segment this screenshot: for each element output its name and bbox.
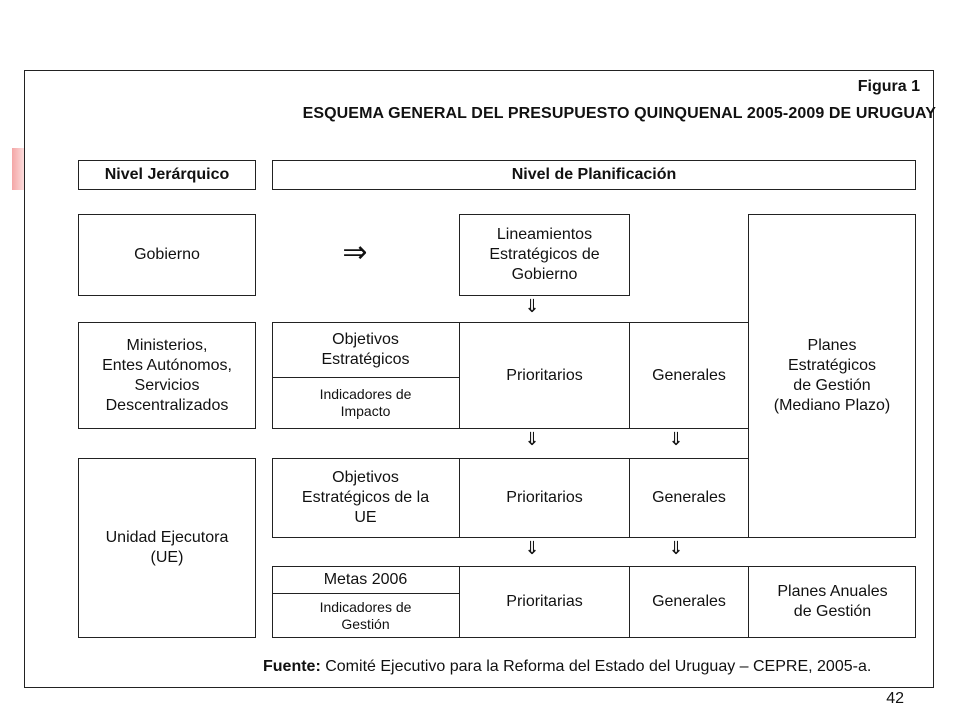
header-nivel-jerarquico: Nivel Jerárquico [78, 160, 256, 190]
objetivos-line-2: Estratégicos [321, 350, 410, 368]
cell-generales-3: Generales [652, 593, 726, 610]
lineamientos-line-2: Estratégicos de [489, 246, 600, 263]
down-arrow-2: ⇓ [524, 429, 540, 450]
planes-estrategicos-line-3: de Gestión [793, 377, 871, 394]
indicadores-gestion-line-1: Indicadores de [319, 598, 412, 615]
figure-title: ESQUEMA GENERAL DEL PRESUPUESTO QUINQUENAL 2005-2009 DE URUGUAY [302, 105, 936, 122]
header-nivel-planificacion: Nivel de Planificación [272, 160, 916, 190]
objetivos-ue-line-1: Objetivos [332, 469, 399, 486]
down-arrow-1: ⇓ [524, 296, 540, 317]
figure-label: Figura 1 [857, 78, 920, 95]
level-unidad-ejecutora [78, 458, 256, 638]
level-gobierno-label: Gobierno [134, 246, 200, 263]
down-arrow-5: ⇓ [668, 538, 684, 559]
planes-estrategicos-line-4: (Mediano Plazo) [773, 397, 891, 414]
cell-indicadores-gestion [272, 594, 459, 637]
planes-anuales-line-1: Planes Anuales [777, 583, 888, 600]
source-label: Fuente: [263, 658, 321, 675]
cell-generales-1: Generales [652, 366, 726, 384]
planes-estrategicos-line-1: Planes [807, 337, 857, 354]
cell-objetivos-ue [272, 458, 459, 538]
cell-prioritarios-2: Prioritarios [506, 489, 583, 506]
down-arrow-4: ⇓ [524, 538, 540, 559]
box-lineamientos [459, 214, 630, 296]
cell-objetivos-estrategicos [272, 322, 459, 377]
objetivos-line-1: Objetivos [332, 330, 399, 348]
cell-indicadores-impacto [272, 378, 459, 428]
cell-prioritarios-1: Prioritarios [506, 366, 583, 384]
cell-generales-2: Generales [652, 489, 726, 506]
cell-planes-anuales [749, 566, 916, 638]
unidad-line-1: Unidad Ejecutora [105, 529, 229, 546]
down-arrow-3: ⇓ [668, 429, 684, 450]
planes-anuales-line-2: de Gestión [793, 603, 872, 620]
source-text: Comité Ejecutivo para la Reforma del Estado del Uruguay – CEPRE, 2005-a. [320, 658, 872, 675]
level-gobierno [78, 214, 256, 296]
indicadores-gestion-line-2: Gestión [341, 615, 390, 632]
box-planes-estrategicos [748, 214, 916, 538]
objetivos-ue-line-3: UE [354, 509, 377, 526]
cell-metas-2006: Metas 2006 [323, 570, 408, 588]
planes-estrategicos-line-2: Estratégicos [787, 357, 877, 374]
page-number: 42 [886, 690, 904, 707]
ministerios-line-1: Ministerios, [126, 336, 208, 354]
source-citation [263, 658, 871, 676]
cell-prioritarias: Prioritarias [506, 593, 583, 610]
lineamientos-line-3: Gobierno [511, 266, 578, 283]
indicadores-impacto-line-1: Indicadores de [319, 386, 412, 403]
ministerios-line-4: Descentralizados [105, 396, 229, 414]
implies-arrow: ⇒ [342, 235, 368, 270]
level-ministerios [78, 322, 256, 429]
indicadores-impacto-line-2: Impacto [340, 403, 391, 419]
ministerios-line-3: Servicios [134, 376, 200, 394]
lineamientos-line-1: Lineamientos [496, 226, 593, 243]
unidad-line-2: (UE) [150, 549, 184, 566]
ministerios-line-2: Entes Autónomos, [102, 356, 232, 374]
objetivos-ue-line-2: Estratégicos de la [301, 489, 430, 506]
